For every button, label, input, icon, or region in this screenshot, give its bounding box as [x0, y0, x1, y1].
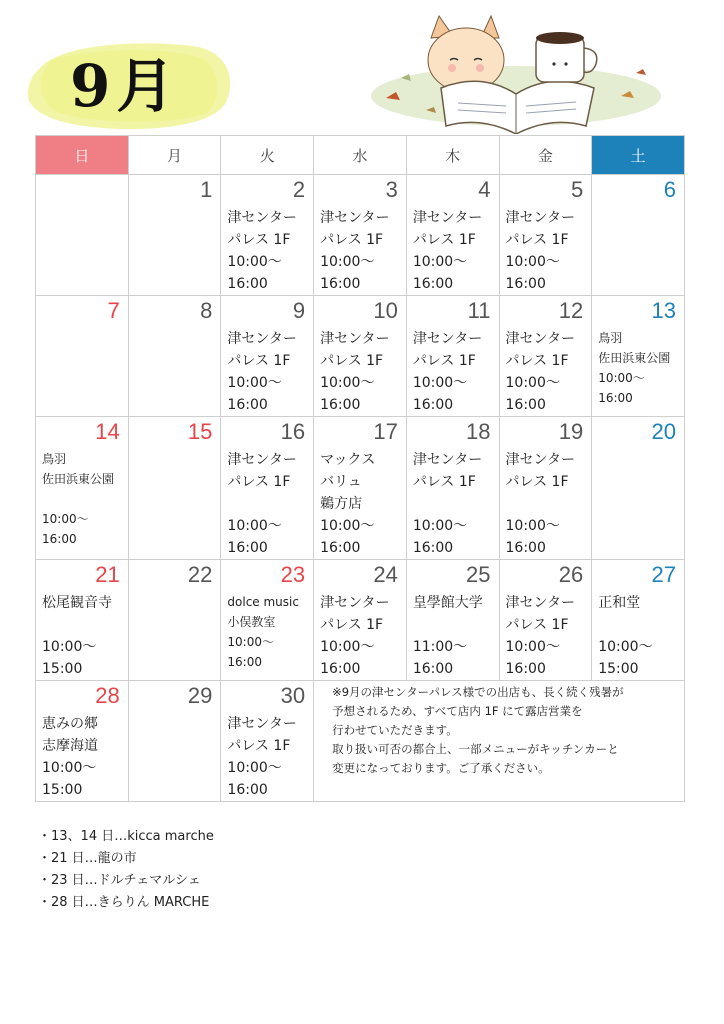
day-number: 13 [651, 298, 676, 323]
day-number: 24 [373, 562, 398, 587]
day-cell [406, 417, 499, 560]
day-number: 23 [280, 562, 306, 587]
day-number: 14 [95, 419, 120, 444]
weekday-header-saturday: 土 [592, 136, 685, 175]
week-row [36, 417, 685, 560]
notice-cell [314, 681, 685, 802]
list-item: ・13、14 日…kicca marche [38, 829, 214, 844]
day-cell [406, 296, 499, 417]
day-number: 8 [200, 298, 213, 323]
day-number: 27 [651, 562, 676, 587]
list-item: ・23 日…ドルチェマルシェ [38, 873, 201, 888]
day-number: 15 [187, 419, 213, 444]
day-event: 津センター パレス 1F 10:00〜 16:00 [227, 331, 297, 413]
day-cell [128, 175, 221, 296]
weekday-header-monday: 月 [128, 136, 221, 175]
day-cell-saturday [592, 560, 685, 681]
day-event: 津センター パレス 1F 10:00〜 16:00 [227, 210, 297, 292]
week-row [36, 560, 685, 681]
day-event: 皇學館大学 11:00〜 16:00 [412, 595, 483, 677]
day-number: 29 [187, 683, 213, 708]
day-cell-empty [36, 175, 129, 296]
day-event: 津センター パレス 1F 10:00〜 16:00 [227, 716, 297, 798]
weekday-header-tuesday: 火 [221, 136, 314, 175]
day-cell-saturday [592, 417, 685, 560]
calendar-grid [35, 135, 685, 802]
list-item: ・21 日…龍の市 [38, 851, 137, 866]
weekday-header-sunday: 日 [36, 136, 129, 175]
day-number: 12 [558, 298, 584, 323]
weekday-header-thursday: 木 [406, 136, 499, 175]
day-event: 津センター パレス 1F 10:00〜 16:00 [412, 452, 483, 556]
day-event: 津センター パレス 1F 10:00〜 16:00 [505, 331, 575, 413]
day-event: 津センター パレス 1F 10:00〜 16:00 [320, 210, 390, 292]
day-cell [499, 296, 592, 417]
day-number: 25 [466, 562, 491, 587]
day-cell [314, 417, 407, 560]
list-item: ・28 日…きらりん MARCHE [38, 895, 210, 910]
day-number: 1 [200, 177, 213, 202]
day-number: 17 [373, 419, 398, 444]
day-number: 7 [107, 298, 120, 323]
day-cell [499, 560, 592, 681]
day-cell [128, 296, 221, 417]
day-event: 津センター パレス 1F 10:00〜 16:00 [320, 595, 390, 677]
day-number: 20 [651, 419, 676, 444]
day-number: 3 [385, 177, 398, 202]
day-number: 4 [478, 177, 491, 202]
day-event: 鳥羽 佐田浜東公園 10:00〜 16:00 [42, 452, 115, 546]
day-event: 津センター パレス 1F 10:00〜 16:00 [505, 595, 575, 677]
day-cell [221, 296, 314, 417]
day-cell [314, 175, 407, 296]
fox-reading-illustration [366, 8, 666, 134]
day-event: dolce music 小俣教室 10:00〜 16:00 [227, 595, 299, 669]
day-number: 6 [663, 177, 676, 202]
day-cell-sunday [36, 560, 129, 681]
day-cell-holiday [221, 560, 314, 681]
week-row [36, 681, 685, 802]
day-cell [314, 296, 407, 417]
day-number: 11 [467, 298, 491, 323]
day-event: 津センター パレス 1F 10:00〜 16:00 [412, 210, 483, 292]
marche-list [38, 826, 214, 914]
day-cell [406, 560, 499, 681]
day-cell [314, 560, 407, 681]
day-event: 津センター パレス 1F 10:00〜 16:00 [505, 452, 575, 556]
day-cell-saturday [592, 175, 685, 296]
week-row [36, 296, 685, 417]
day-cell [128, 560, 221, 681]
day-number: 28 [95, 683, 120, 708]
day-event: 津センター パレス 1F 10:00〜 16:00 [505, 210, 575, 292]
day-cell-sunday [36, 417, 129, 560]
day-number: 10 [373, 298, 398, 323]
day-number: 19 [558, 419, 584, 444]
day-number: 18 [466, 419, 491, 444]
day-cell [221, 681, 314, 802]
day-number: 22 [187, 562, 213, 587]
day-number: 16 [280, 419, 306, 444]
day-cell [499, 417, 592, 560]
day-number: 26 [558, 562, 584, 587]
day-event: 鳥羽 佐田浜東公園 10:00〜 16:00 [598, 331, 671, 405]
day-cell [221, 417, 314, 560]
day-cell [221, 175, 314, 296]
day-cell [499, 175, 592, 296]
day-cell-holiday [128, 417, 221, 560]
day-number: 21 [95, 562, 120, 587]
day-number: 30 [280, 683, 306, 708]
day-event: 津センター パレス 1F 10:00〜 16:00 [320, 331, 390, 413]
day-event: 津センター パレス 1F 10:00〜 16:00 [227, 452, 297, 556]
day-event: マックス バリュ 鵜方店 10:00〜 16:00 [320, 452, 376, 556]
day-event: 正和堂 10:00〜 15:00 [598, 595, 653, 677]
day-cell-sunday [36, 681, 129, 802]
day-number: 9 [292, 298, 306, 323]
weekday-header-wednesday: 水 [314, 136, 407, 175]
weekday-header-row [36, 136, 685, 175]
day-cell-saturday [592, 296, 685, 417]
day-number: 5 [570, 177, 584, 202]
weekday-header-friday: 金 [499, 136, 592, 175]
day-event: 恵みの郷 志摩海道 10:00〜 15:00 [42, 716, 98, 798]
day-event: 津センター パレス 1F 10:00〜 16:00 [412, 331, 483, 413]
day-cell [128, 681, 221, 802]
day-event: 松尾観音寺 10:00〜 15:00 [42, 595, 112, 677]
day-cell [406, 175, 499, 296]
page-title: 9月 [70, 52, 181, 120]
week-row [36, 175, 685, 296]
day-number: 2 [292, 177, 306, 202]
day-cell-sunday [36, 296, 129, 417]
notice-text: ※9月の津センターパレス様での出店も、長く続く残暑が 予想されるため、すべて店内 1F にて露店営業を 行わせていただきます。 取り扱い可否の都合上、一部メニューがキッチンカーと 変更になっております。ご了承ください。 [332, 685, 624, 775]
month-title-area [22, 38, 252, 133]
